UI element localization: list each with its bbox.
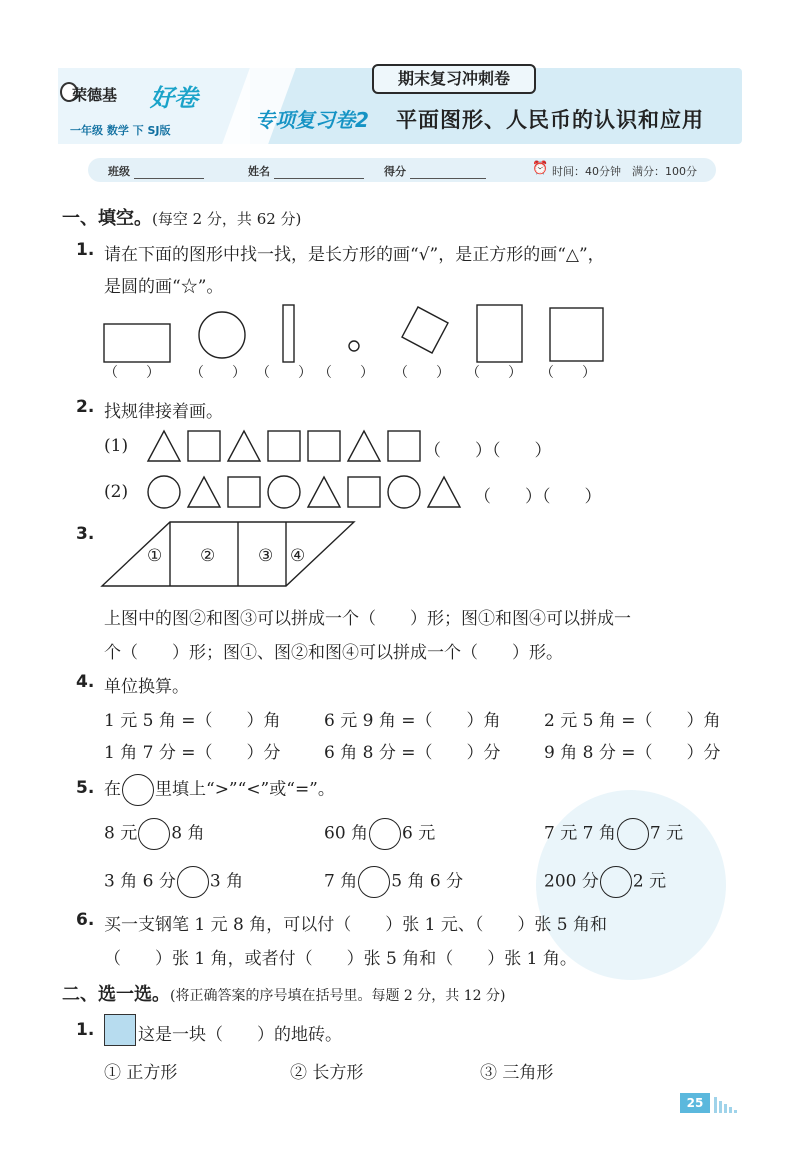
q1-text-line2: 是圆的画“☆”。	[104, 277, 224, 297]
q4-item: 6 角 8 分 =（ ）分	[324, 743, 501, 763]
q4-number: 4.	[76, 672, 95, 692]
q3-number: 3.	[76, 524, 95, 544]
compare-circle-example	[122, 774, 154, 806]
q2-row1-label: (1)	[104, 436, 129, 456]
q5-number: 5.	[76, 778, 95, 798]
q3-text-line1: 上图中的图②和图③可以拼成一个（ ）形；图①和图④可以拼成一	[104, 609, 631, 629]
time-limit: 时间：40分钟	[552, 165, 621, 178]
q2-text: 找规律接着画。	[104, 402, 223, 422]
page-bars-decoration	[712, 1093, 744, 1113]
q1-answer-blank[interactable]: （ ）	[540, 365, 596, 381]
shape-rectangle-wide	[104, 324, 170, 362]
q4-item: 1 元 5 角 =（ ）角	[104, 711, 281, 731]
full-score: 满分：100分	[632, 165, 697, 178]
q1-answer-blank[interactable]: （ ）	[394, 365, 450, 381]
q3-parallelogram-figure	[100, 520, 360, 590]
q5-pair: 8 元 8 角	[104, 818, 204, 850]
option-a: ① 正方形	[104, 1063, 178, 1083]
option-c: ③ 三角形	[480, 1063, 554, 1083]
q5-pair: 7 角 5 角 6 分	[324, 866, 463, 898]
compare-circle[interactable]	[617, 818, 649, 850]
name-field: 姓名	[248, 163, 364, 179]
class-field: 班级	[108, 163, 204, 179]
q6-number: 6.	[76, 910, 95, 930]
q2-row1-blanks[interactable]: （ ）（ ）	[424, 441, 552, 461]
q1-answer-blank[interactable]: （ ）	[256, 365, 312, 381]
q2-pattern-row1	[146, 428, 436, 466]
q2-pattern-row2	[146, 474, 476, 512]
q4-text: 单位换算。	[104, 677, 189, 697]
q1-shapes	[100, 300, 620, 370]
q5-pair: 3 角 6 分 3 角	[104, 866, 243, 898]
compare-circle[interactable]	[138, 818, 170, 850]
section2-heading: 二、选一选。(将正确答案的序号填在括号里。每题 2 分，共 12 分)	[62, 984, 506, 1005]
series-logo: 好卷	[150, 83, 198, 112]
q1-number: 1.	[76, 240, 95, 260]
q3-piece-1: ①	[147, 546, 163, 566]
grade-info: 一年级 数学 下 SJ版	[70, 124, 171, 137]
sprint-label: 期末复习冲刺卷	[372, 64, 536, 94]
q2-row2-label: (2)	[104, 482, 129, 502]
q2-row2-blanks[interactable]: （ ）（ ）	[474, 487, 602, 507]
shape-square-rotated	[402, 307, 448, 353]
q4-item: 6 元 9 角 =（ ）角	[324, 711, 501, 731]
floor-tile-square	[104, 1014, 136, 1046]
s2-q1-number: 1.	[76, 1020, 95, 1040]
q5-pair: 200 分 2 元	[544, 866, 666, 898]
q6-text-line1: 买一支钢笔 1 元 8 角，可以付（ ）张 1 元、（ ）张 5 角和	[104, 915, 607, 935]
info-bar	[88, 158, 716, 182]
s2-q1-text: 这是一块（ ）的地砖。	[138, 1025, 342, 1045]
q5-text: 在 里填上“>”“<”或“=”。	[104, 774, 335, 806]
q5-pair: 60 角 6 元	[324, 818, 435, 850]
q4-item: 2 元 5 角 =（ ）角	[544, 711, 721, 731]
q4-item: 9 角 8 分 =（ ）分	[544, 743, 721, 763]
q2-number: 2.	[76, 397, 95, 417]
q1-text-line1: 请在下面的图形中找一找，是长方形的画“√”，是正方形的画“△”，	[104, 245, 605, 265]
score-field: 得分	[384, 163, 486, 179]
q3-text-line2: 个（ ）形；图①、图②和图④可以拼成一个（ ）形。	[104, 643, 563, 663]
q6-text-line2: （ ）张 1 角，或者付（ ）张 5 角和（ ）张 1 角。	[104, 949, 577, 969]
q1-answer-blank[interactable]: （ ）	[466, 365, 522, 381]
shape-rectangle-thin	[283, 305, 294, 362]
q1-answer-blank[interactable]: （ ）	[190, 365, 246, 381]
q1-answer-blank[interactable]: （ ）	[318, 365, 374, 381]
brand-name: 荣德基	[72, 86, 118, 104]
q5-pair: 7 元 7 角 7 元	[544, 818, 683, 850]
compare-circle[interactable]	[358, 866, 390, 898]
compare-circle[interactable]	[369, 818, 401, 850]
q1-answer-blank[interactable]: （ ）	[104, 365, 160, 381]
q3-piece-2: ②	[200, 546, 216, 566]
paper-number: 专项复习卷2	[255, 108, 369, 132]
q4-item: 1 角 7 分 =（ ）分	[104, 743, 281, 763]
page-title: 平面图形、人民币的认识和应用	[396, 108, 704, 132]
shape-square	[550, 308, 603, 361]
compare-circle[interactable]	[177, 866, 209, 898]
shape-rectangle-tall	[477, 305, 522, 362]
q3-piece-3: ③	[258, 546, 274, 566]
section1-heading: 一、填空。(每空 2 分，共 62 分)	[62, 208, 302, 229]
page-number: 25	[680, 1093, 710, 1113]
shape-circle-large	[199, 312, 245, 358]
q3-piece-4: ④	[290, 546, 306, 566]
compare-circle[interactable]	[600, 866, 632, 898]
clock-icon: ⏰	[532, 161, 549, 176]
option-b: ② 长方形	[290, 1063, 364, 1083]
shape-circle-small	[349, 341, 359, 351]
